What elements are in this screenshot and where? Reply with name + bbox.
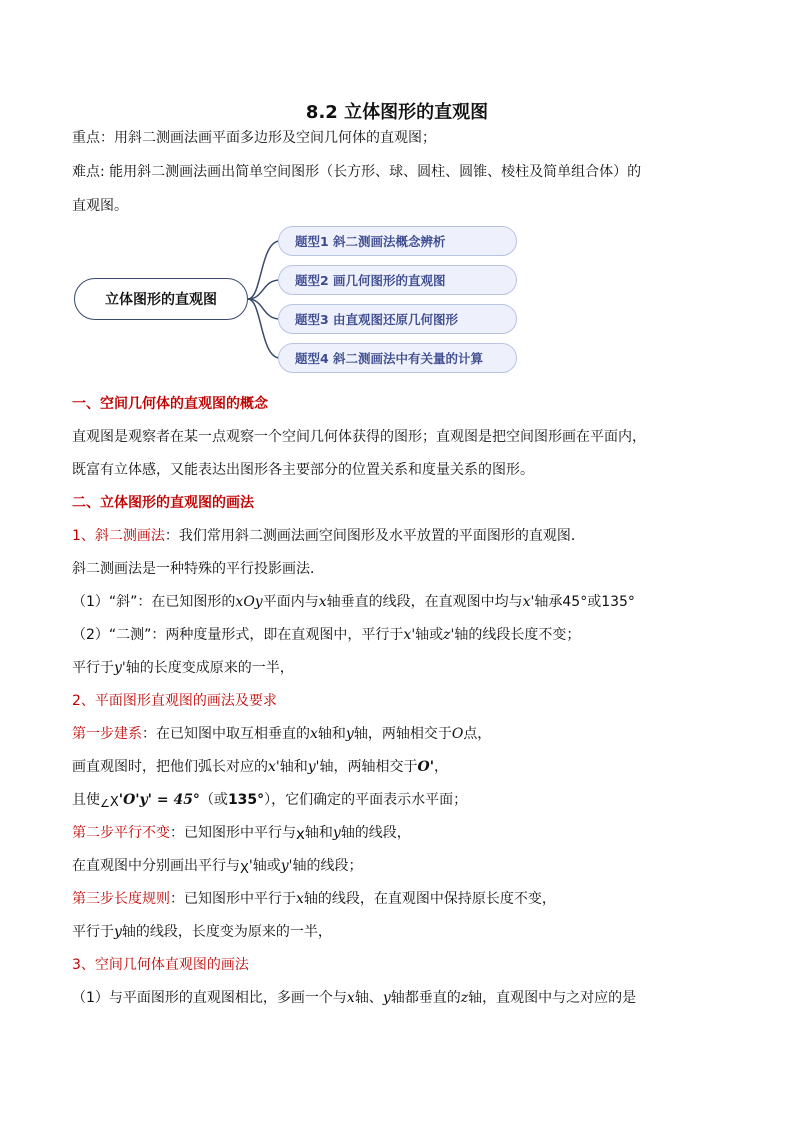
math-x-prime: x' — [268, 759, 280, 775]
text-span: 且使 — [72, 792, 100, 808]
text-span: 平行于 — [72, 660, 114, 676]
text-span: （或 — [199, 792, 228, 808]
text-span: 轴的线段， — [340, 825, 411, 841]
oblique-method-line: 斜二测画法是一种特殊的平行投影画法． — [72, 561, 324, 577]
step-1-line — [72, 724, 491, 744]
difficulty-line-2: 直观图。 — [72, 198, 128, 214]
mindmap-root: 立体图形的直观图 — [74, 278, 248, 320]
step-3-line — [72, 889, 556, 909]
text-span: 轴，两轴相交于 — [353, 726, 452, 742]
math-x: X — [240, 862, 249, 877]
step-2-label: 第二步平行不变 — [72, 825, 170, 841]
math-x: x — [346, 990, 355, 1006]
text-span: ：已知图形中平行于 — [170, 891, 296, 907]
angle-symbol: ∠ — [100, 797, 110, 810]
text-span: ：在已知图中取互相垂直的 — [142, 726, 310, 742]
text-span: ：已知图形中平行与 — [170, 825, 296, 841]
section-1-heading: 一、空间几何体的直观图的概念 — [72, 396, 268, 412]
text-span: 轴，两轴相交于 — [319, 759, 418, 775]
text-span: 轴、 — [354, 990, 383, 1006]
item-1-text: ：我们常用斜二测画法画空间图形及水平放置的平面图形的直观图． — [164, 528, 585, 544]
math-y-prime: y' — [307, 759, 320, 775]
section-1-para-1: 直观图是观察者在某一点观察一个空间几何体获得的图形；直观图是把空间图形画在平面内， — [72, 429, 646, 445]
section-2-heading: 二、立体图形的直观图的画法 — [72, 495, 254, 511]
text-span: 平面内与 — [262, 594, 319, 610]
text-span: 画直观图时，把他们弧长对应的 — [72, 759, 268, 775]
math-xoy: xOy — [235, 594, 263, 610]
math-x: x — [296, 891, 304, 907]
text-span: （1）与平面图形的直观图相比，多画一个与 — [72, 990, 347, 1006]
text-span: 轴的长度变成原来的一半， — [125, 660, 294, 676]
text-span: ， — [434, 759, 448, 775]
item-1-label: 1、斜二测画法 — [72, 528, 165, 544]
text-span: 轴的线段，长度变为原来的一半， — [121, 924, 332, 940]
math-x: x — [296, 825, 305, 843]
spatial-rule-line — [72, 988, 636, 1008]
math-x-prime: x' — [522, 594, 535, 610]
key-point: 重点：用斜二测画法画平面多边形及空间几何体的直观图； — [72, 130, 436, 146]
math-y-prime: y' — [114, 660, 126, 676]
connector-4 — [248, 299, 280, 358]
math-y-prime: y' — [280, 858, 293, 874]
math-y: y — [345, 726, 354, 742]
page-title: 8.2 立体图形的直观图 — [305, 102, 489, 123]
text-span: 轴垂直的线段，在直观图中均与 — [326, 594, 523, 610]
step-1-line-3 — [72, 790, 467, 814]
text-span: 点， — [463, 726, 492, 742]
text-span: 轴的线段； — [292, 858, 363, 874]
text-span: 轴的线段长度不变； — [454, 627, 581, 643]
text-span: 轴都垂直的 — [390, 990, 461, 1006]
math-y: y — [332, 825, 341, 841]
math-angle-x: X — [109, 795, 119, 810]
math-y: y — [114, 924, 122, 940]
math-z-prime: z' — [443, 627, 455, 643]
difficulty-line-1: 难点: 能用斜二测画法画出简单空间图形（长方形、球、圆柱、圆锥、棱柱及简单组合体）的 — [72, 164, 642, 180]
step-1-label: 第一步建系 — [72, 726, 142, 742]
text-span: （2）“二测”：两种度量形式，即在直观图中，平行于 — [72, 627, 404, 643]
text-span: 平行于 — [72, 924, 114, 940]
step-1-line-2 — [72, 757, 448, 777]
mindmap-topic-1: 题型1 斜二测画法概念辨析 — [278, 226, 517, 256]
text-span: 轴和 — [279, 759, 308, 775]
text-span: 在直观图中分别画出平行与 — [72, 858, 240, 874]
math-x-prime: x' — [403, 627, 416, 643]
math-x: x — [310, 726, 318, 742]
mindmap-topic-3: 题型3 由直观图还原几何图形 — [278, 304, 517, 334]
math-o: O — [451, 726, 464, 742]
step-2-line-2 — [72, 856, 363, 880]
rule-two-measure-line — [72, 625, 580, 645]
math-z: z — [460, 990, 469, 1006]
math-135: 135° — [227, 792, 265, 808]
mindmap-connectors — [0, 0, 794, 400]
math-y: y — [382, 990, 391, 1006]
math-angle: 'O'y' = 45° — [118, 792, 200, 808]
step-3-label: 第三步长度规则 — [72, 891, 170, 907]
text-span: ），它们确定的平面表示水平面； — [264, 792, 468, 808]
mindmap-topic-2: 题型2 画几何图形的直观图 — [278, 265, 517, 295]
text-span: 轴和 — [317, 726, 346, 742]
item-2-heading: 2、平面图形直观图的画法及要求 — [72, 693, 277, 709]
text-span: 轴承45°或135° — [534, 594, 635, 610]
mindmap-topic-4: 题型4 斜二测画法中有关量的计算 — [278, 343, 517, 373]
text-span: 轴，直观图中与之对应的是 — [468, 990, 637, 1006]
step-3-line-2 — [72, 922, 332, 942]
step-2-line — [72, 823, 411, 844]
text-span: 轴的线段，在直观图中保持原长度不变， — [303, 891, 556, 907]
section-1-para-2: 既富有立体感，又能表达出图形各主要部分的位置关系和度量关系的图形。 — [72, 462, 534, 478]
math-x: x — [318, 594, 327, 610]
text-span: （1）“斜”：在已知图形的 — [72, 594, 236, 610]
item-3-heading: 3、空间几何体直观图的画法 — [72, 957, 249, 973]
connector-1 — [248, 241, 280, 299]
text-span: '轴或 — [248, 858, 281, 874]
text-span: 轴或 — [415, 627, 444, 643]
text-span: 轴和 — [304, 825, 333, 841]
math-o-prime: O' — [417, 759, 434, 775]
rule-half-line — [72, 658, 294, 678]
item-1-line — [72, 526, 585, 546]
rule-oblique-line — [72, 592, 635, 612]
